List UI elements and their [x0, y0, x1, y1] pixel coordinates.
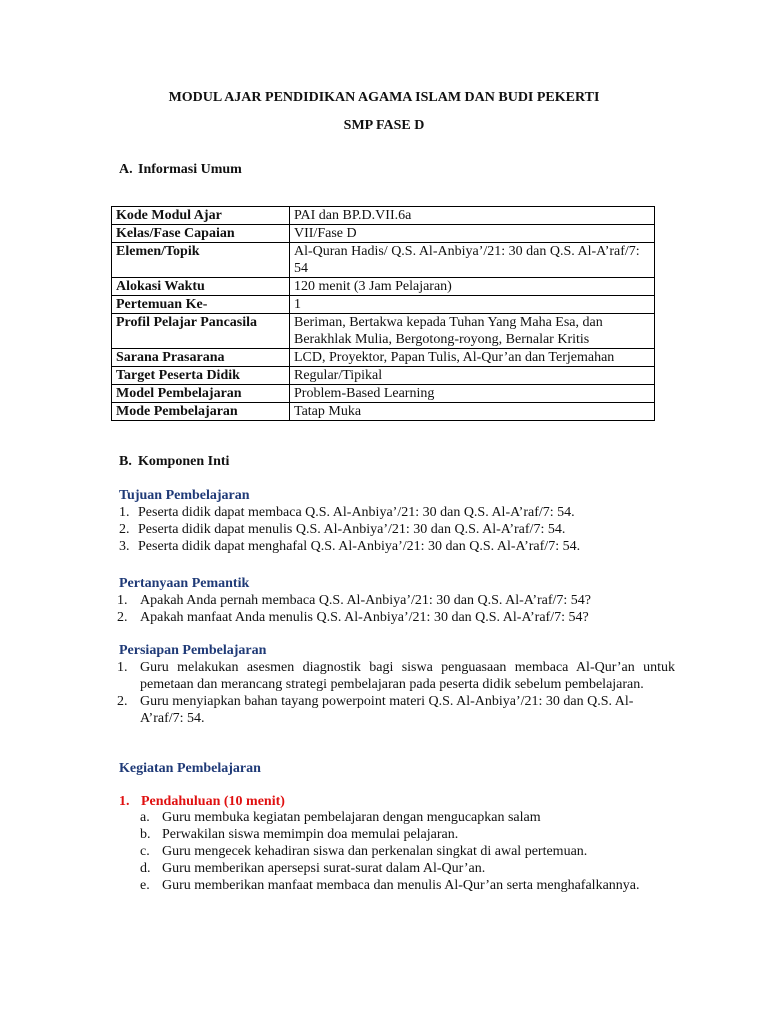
table-row [112, 243, 655, 278]
table-row [112, 314, 655, 349]
list-text: Peserta didik dapat menulis Q.S. Al-Anbiya’/21: 30 dan Q.S. Al-A’raf/7: 54. [138, 522, 566, 537]
section-b-letter: B. [119, 454, 132, 469]
table-value: Beriman, Bertakwa kepada Tuhan Yang Maha Esa, dan Berakhlak Mulia, Bergotong-royong, Bernalar Kritis [290, 314, 655, 349]
table-row [112, 385, 655, 403]
list-item [140, 877, 675, 894]
table-value: 120 menit (3 Jam Pelajaran) [290, 278, 655, 296]
list-item [140, 860, 675, 877]
table-label: Pertemuan Ke- [112, 296, 290, 314]
section-a-letter: A. [119, 162, 133, 177]
list-item [140, 809, 675, 826]
pendahuluan-number: 1. [119, 794, 130, 809]
section-a-title: Informasi Umum [138, 162, 242, 177]
table-row [112, 349, 655, 367]
list-item [140, 843, 675, 860]
section-b-heading [119, 453, 229, 470]
table-value: 1 [290, 296, 655, 314]
list-text: Guru melakukan asesmen diagnostik bagi siswa penguasaan membaca Al-Qur’an untuk pemetaan dan merancang strategi pembelajaran pada peserta didik sebelum pembelajaran. [140, 660, 675, 692]
section-b-title: Komponen Inti [138, 454, 230, 469]
kegiatan-heading: Kegiatan Pembelajaran [119, 761, 261, 776]
table-label: Target Peserta Didik [112, 367, 290, 385]
table-label: Kode Modul Ajar [112, 207, 290, 225]
list-letter: e. [140, 878, 150, 893]
pendahuluan-title: Pendahuluan (10 menit) [141, 794, 285, 809]
list-text: Guru memberikan apersepsi surat-surat dalam Al-Qur’an. [162, 861, 486, 876]
list-item [117, 609, 677, 626]
table-value: VII/Fase D [290, 225, 655, 243]
table-value: Tatap Muka [290, 403, 655, 421]
list-text: Guru membuka kegiatan pembelajaran dengan mengucapkan salam [162, 810, 541, 825]
list-number: 1. [117, 593, 128, 608]
table-row [112, 296, 655, 314]
list-number: 3. [119, 539, 130, 554]
list-text: Apakah manfaat Anda menulis Q.S. Al-Anbiya’/21: 30 dan Q.S. Al-A’raf/7: 54? [140, 610, 589, 625]
table-row [112, 225, 655, 243]
list-text: Guru mengecek kehadiran siswa dan perkenalan singkat di awal pertemuan. [162, 844, 588, 859]
list-text: Perwakilan siswa memimpin doa memulai pelajaran. [162, 827, 459, 842]
table-label: Kelas/Fase Capaian [112, 225, 290, 243]
list-letter: a. [140, 810, 150, 825]
table-label: Sarana Prasarana [112, 349, 290, 367]
list-number: 2. [117, 694, 128, 709]
table-label: Elemen/Topik [112, 243, 290, 278]
table-value: Al-Quran Hadis/ Q.S. Al-Anbiya’/21: 30 dan Q.S. Al-A’raf/7: 54 [290, 243, 655, 278]
tujuan-heading: Tujuan Pembelajaran [119, 488, 250, 503]
list-letter: d. [140, 861, 151, 876]
table-label: Model Pembelajaran [112, 385, 290, 403]
list-item [119, 521, 679, 538]
table-label: Profil Pelajar Pancasila [112, 314, 290, 349]
table-label: Mode Pembelajaran [112, 403, 290, 421]
list-text: Peserta didik dapat menghafal Q.S. Al-Anbiya’/21: 30 dan Q.S. Al-A’raf/7: 54. [138, 539, 581, 554]
list-text: Apakah Anda pernah membaca Q.S. Al-Anbiya’/21: 30 dan Q.S. Al-A’raf/7: 54? [140, 593, 592, 608]
list-text: Peserta didik dapat membaca Q.S. Al-Anbiya’/21: 30 dan Q.S. Al-A’raf/7: 54. [138, 505, 575, 520]
list-item [117, 592, 677, 609]
table-value: Regular/Tipikal [290, 367, 655, 385]
table-row [112, 403, 655, 421]
list-item [117, 693, 675, 727]
table-label: Alokasi Waktu [112, 278, 290, 296]
list-item [119, 504, 679, 521]
list-text: Guru memberikan manfaat membaca dan menulis Al-Qur’an serta menghafalkannya. [162, 878, 640, 893]
table-row [112, 367, 655, 385]
table-row [112, 207, 655, 225]
section-a-heading [119, 161, 242, 178]
persiapan-heading: Persiapan Pembelajaran [119, 643, 267, 658]
list-letter: c. [140, 844, 150, 859]
persiapan-list [117, 659, 675, 727]
document-title: MODUL AJAR PENDIDIKAN AGAMA ISLAM DAN BUDI PEKERTI [168, 90, 600, 105]
pertanyaan-list [117, 592, 677, 626]
list-text: Guru menyiapkan bahan tayang powerpoint materi Q.S. Al-Anbiya’/21: 30 dan Q.S. Al-A’raf/7: 54. [140, 694, 634, 726]
list-item [117, 659, 675, 693]
table-value: Problem-Based Learning [290, 385, 655, 403]
list-number: 1. [119, 505, 130, 520]
pendahuluan-list [140, 809, 675, 894]
table-value: LCD, Proyektor, Papan Tulis, Al-Qur’an dan Terjemahan [290, 349, 655, 367]
list-letter: b. [140, 827, 151, 842]
list-number: 1. [117, 660, 128, 675]
info-table [111, 206, 655, 421]
document-subtitle: SMP FASE D [343, 118, 425, 133]
list-number: 2. [117, 610, 128, 625]
list-item [119, 538, 679, 555]
list-number: 2. [119, 522, 130, 537]
pendahuluan-heading [119, 793, 285, 810]
tujuan-list [119, 504, 679, 555]
table-value: PAI dan BP.D.VII.6a [290, 207, 655, 225]
table-row [112, 278, 655, 296]
list-item [140, 826, 675, 843]
pertanyaan-heading: Pertanyaan Pemantik [119, 576, 250, 591]
